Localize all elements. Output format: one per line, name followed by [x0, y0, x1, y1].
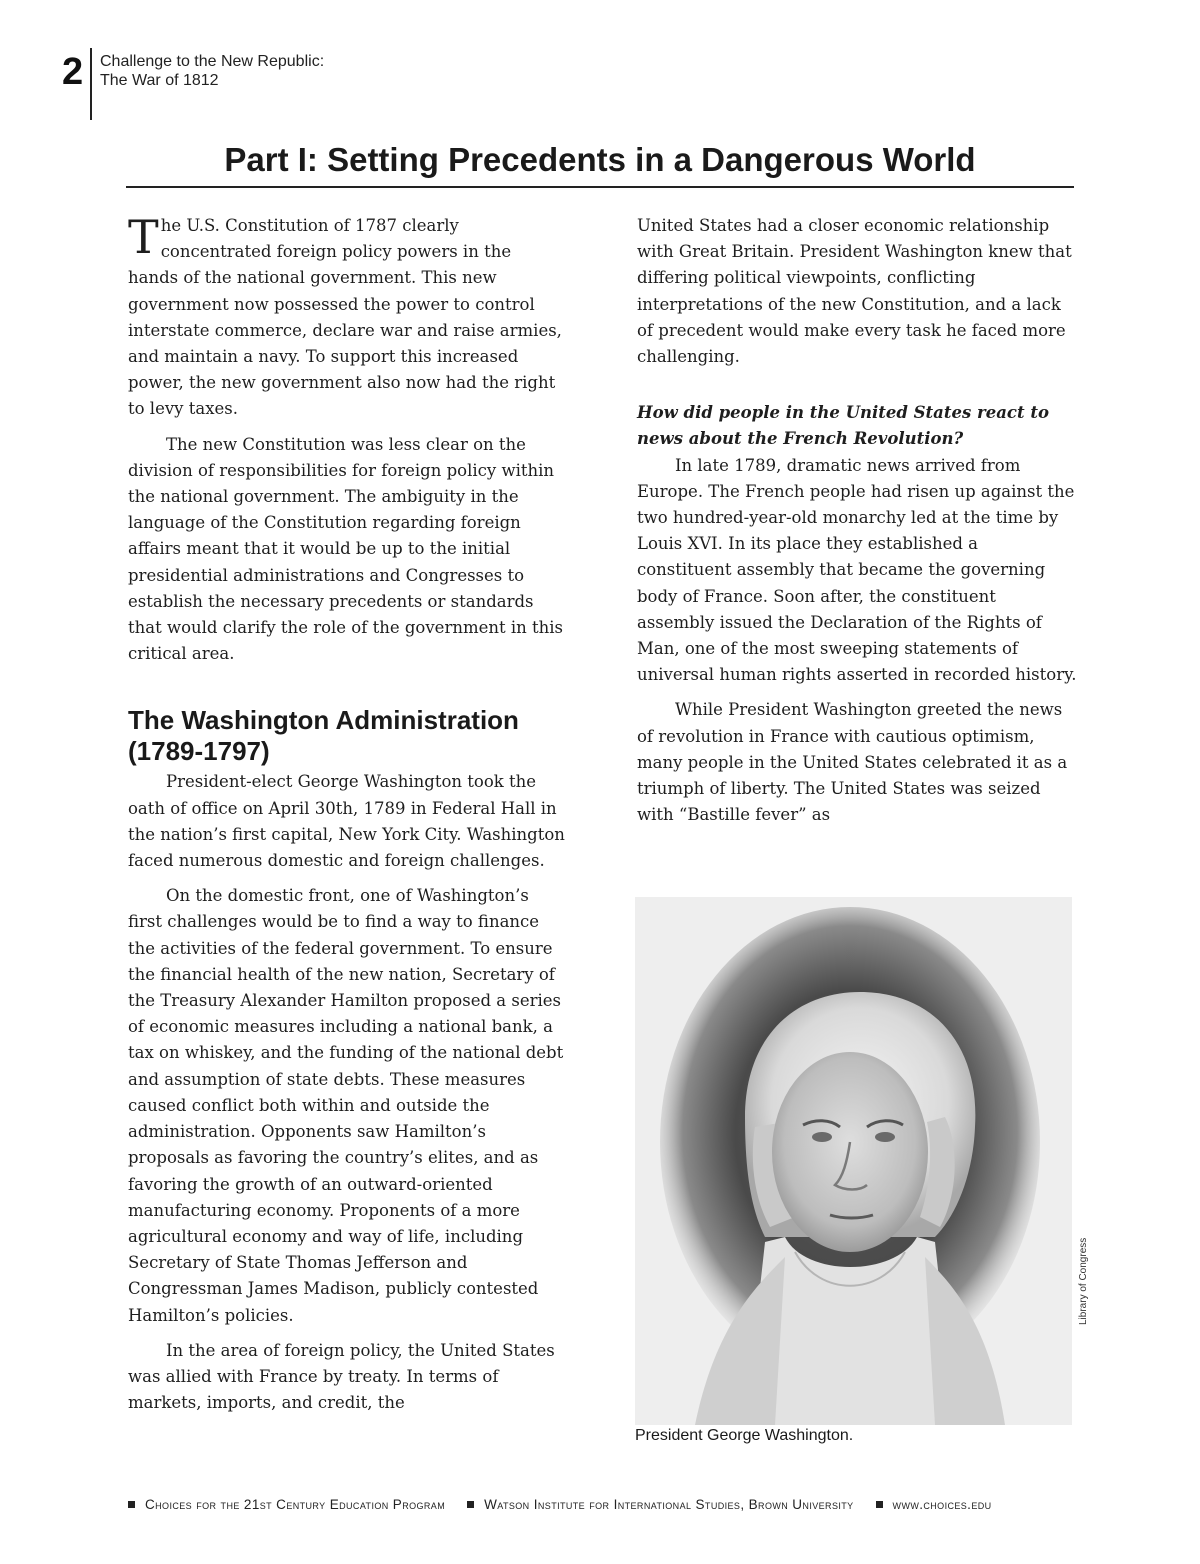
intro-paragraph-text: he U.S. Constitution of 1787 clearly concentrated foreign policy powers in the hands of the national government. This new government now possessed the power to control interstate commerce, declare war and raise armies, and maintain a navy. To support this increased power, the new government also now had the right to levy taxes.	[128, 216, 562, 419]
intro-paragraph	[128, 210, 566, 423]
footer-bullet-icon	[876, 1501, 883, 1508]
footer-bullet-icon	[128, 1501, 135, 1508]
paragraph-oath: President-elect George Washington took the oath of office on April 30th, 1789 in Federal Hall in the nation’s first capital, New York City. Washington faced numerous domestic and foreign challenges.	[128, 772, 565, 871]
header-divider	[90, 48, 92, 120]
photo-credit: Library of Congress	[1078, 1237, 1089, 1325]
paragraph-foreign-policy: In the area of foreign policy, the United States was allied with France by treaty. In terms of markets, imports, and credit, the	[128, 1340, 555, 1413]
footer-institute: Watson Institute for International Studies, Brown University	[484, 1497, 854, 1512]
footer-website: www.choices.edu	[892, 1497, 992, 1512]
section-heading-washington: The Washington Administration (1789-1797)	[128, 705, 519, 767]
right-column	[637, 213, 1077, 828]
washington-portrait	[635, 897, 1072, 1425]
header-line-1: Challenge to the New Republic:	[100, 53, 325, 70]
footer-bullet-icon	[467, 1501, 474, 1508]
paragraph-domestic: On the domestic front, one of Washington’s first challenges would be to find a way to finance the activities of the federal government. To ensure the financial health of the new nation, Secretary of the Treasury Alexander Hamilton proposed a series of economic measures including a national bank, a tax on whiskey, and the funding of the national debt and assumption of state debts. These measures caused conflict both within and outside the administration. Opponents saw Hamilton’s proposals as favoring the country’s elites, and as favoring the growth of an outward-oriented manufacturing economy. Proponents of a more agricultural economy and way of life, including Secretary of State Thomas Jefferson and Congressman James Madison, publicly contested Hamilton’s policies.	[128, 886, 564, 1325]
page-title: Part I: Setting Precedents in a Dangerous World	[224, 141, 976, 178]
header-title	[100, 52, 324, 90]
page-footer	[128, 1496, 992, 1514]
paragraph-continued: United States had a closer economic relationship with Great Britain. President Washington knew that differing political viewpoints, conflicting interpretations of the new Constitution, and a lack of precedent would make every task he faced more challenging.	[637, 216, 1072, 367]
paragraph-bastille: While President Washington greeted the news of revolution in France with cautious optimism, many people in the United States celebrated it as a triumph of liberty. The United States was seized with “Bastille fever” as	[637, 700, 1068, 825]
paragraph-constitution: The new Constitution was less clear on the division of responsibilities for foreign policy within the national government. The ambiguity in the language of the Constitution regarding foreign affairs meant that it would be up to the initial presidential administrations and Congresses to establish the necessary precedents or standards that would clarify the role of the government in this critical area.	[128, 434, 564, 664]
header-line-2: The War of 1812	[100, 72, 219, 89]
left-column	[128, 210, 566, 1416]
drop-cap: T	[128, 210, 159, 264]
portrait-illustration	[635, 897, 1072, 1425]
footer-program: Choices for the 21st Century Education Program	[145, 1497, 446, 1512]
paragraph-french-news: In late 1789, dramatic news arrived from Europe. The French people had risen up against the two hundred-year-old monarchy led at the time by Louis XVI. In its place they established a constituent assembly that became the governing body of France. Soon after, the constituent assembly issued the Declaration of the Rights of Man, one of the most sweeping statements of universal human rights asserted in recorded history.	[637, 455, 1077, 685]
page-number: 2	[62, 51, 84, 93]
question-heading: How did people in the United States react to news about the French Revolution?	[637, 403, 1049, 449]
title-underline	[126, 186, 1074, 188]
figure-caption: President George Washington.	[635, 1427, 854, 1444]
